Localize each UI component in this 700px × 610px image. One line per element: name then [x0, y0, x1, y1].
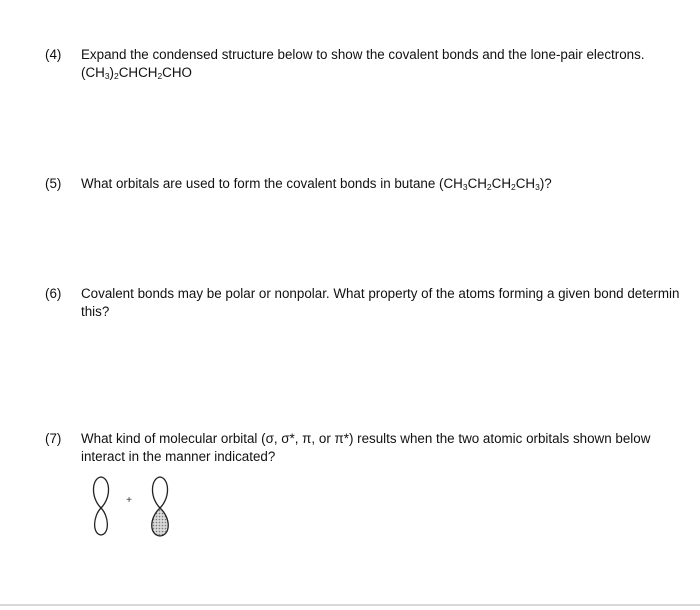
- question-7: [45, 430, 700, 466]
- condensed-formula: $(CH_3)_2CHCH_2CHO$: [81, 65, 192, 81]
- orbital-figure: [86, 470, 196, 550]
- question-text-line-2: interact in the manner indicated?: [81, 449, 276, 464]
- question-body: [81, 430, 700, 466]
- question-number: (6): [45, 286, 62, 301]
- plus-operator: +: [126, 495, 132, 506]
- question-text-line-1: Covalent bonds may be polar or nonpolar. What property of the atoms forming a given bond determin: [81, 286, 680, 301]
- question-text: Expand the condensed structure below to show the covalent bonds and the lone-pair electrons.: [81, 47, 645, 62]
- left-orbital-bottom-lobe: [95, 508, 108, 535]
- right-p-orbital: [152, 477, 169, 536]
- question-number: (4): [45, 47, 62, 62]
- question-body: [81, 175, 700, 193]
- question-text: What orbitals are used to form the covalent bonds in butane $(CH_3CH_2CH_2CH_3)$?: [81, 176, 552, 192]
- right-orbital-bottom-lobe-shaded: [152, 508, 169, 536]
- question-body: [81, 285, 700, 321]
- page-divider: [0, 604, 700, 606]
- right-orbital-top-lobe: [152, 477, 167, 508]
- question-number: (7): [45, 431, 62, 446]
- question-text-line-2: this?: [81, 304, 110, 319]
- question-text-line-1: What kind of molecular orbital (σ, σ*, π, or π*) results when the two atomic orbitals shown below: [81, 431, 651, 446]
- left-p-orbital: [93, 477, 108, 535]
- question-number: (5): [45, 176, 62, 191]
- question-6: [45, 285, 700, 321]
- question-body: [81, 46, 700, 82]
- left-orbital-top-lobe: [93, 477, 108, 508]
- question-5: [45, 175, 700, 193]
- question-4: [45, 46, 700, 82]
